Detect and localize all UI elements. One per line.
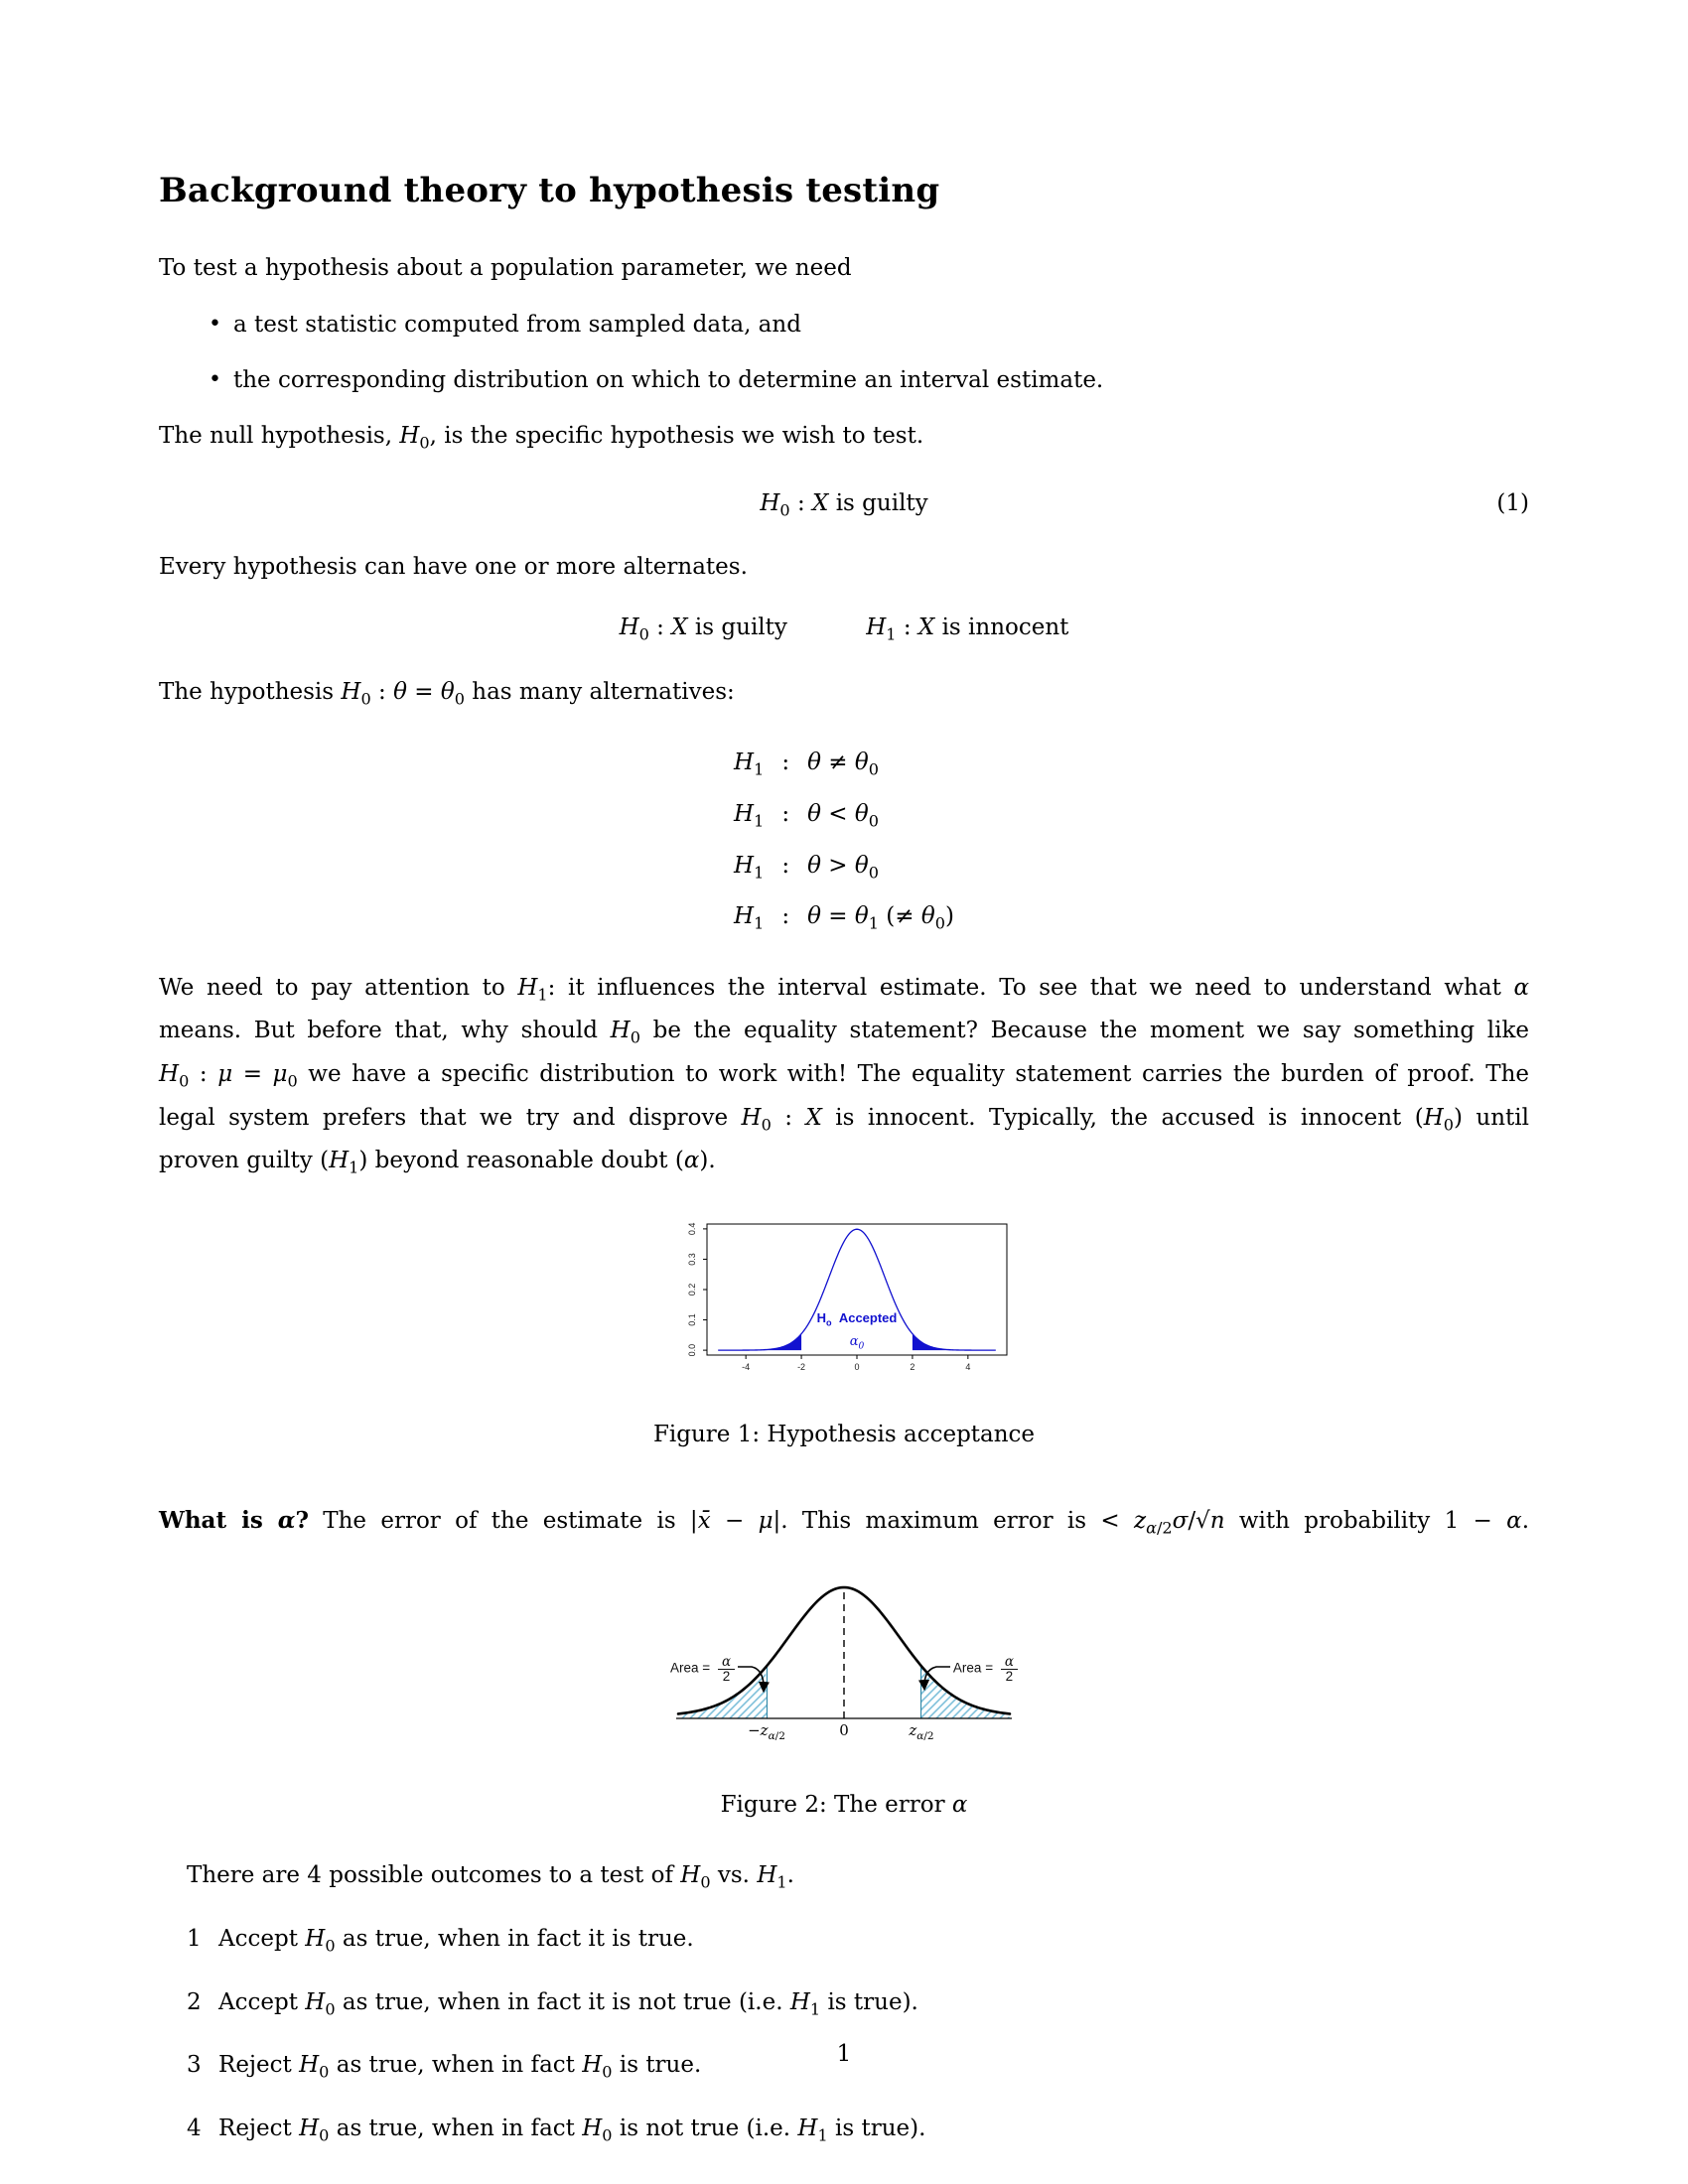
bullet-icon: • bbox=[209, 312, 221, 337]
svg-text:0.3: 0.3 bbox=[687, 1252, 697, 1266]
outcome-text: Accept $H_0$ as true, when in fact it is not true (i.e. $H_1$ is true). bbox=[218, 1988, 918, 2019]
figure2-xlabel-pos: $z_{\alpha/2}$ bbox=[909, 1721, 934, 1743]
fraction-numerator: α bbox=[1001, 1655, 1018, 1670]
discussion-line: legal system prefers that we try and disprove $H_0$ : X is innocent. Typically, the accused is innocent $(H_0)$ until bbox=[159, 1104, 1529, 1135]
hypothesis-paragraph: The hypothesis $H_0$ : $\theta = \theta_0$ has many alternatives: bbox=[159, 678, 735, 709]
page-title: Background theory to hypothesis testing bbox=[159, 171, 940, 210]
outcome-number: 2 bbox=[187, 1988, 202, 2015]
alt-colon: : bbox=[781, 852, 790, 879]
figure2-caption: Figure 2: The error α bbox=[720, 1792, 968, 1819]
alternatives-block bbox=[159, 741, 1529, 945]
what-is-alpha-rest: The error of the estimate is |x̄ − μ|. This maximum error is < $z_{\alpha/2}\sigma/√n$ with probability 1 − α. bbox=[308, 1507, 1529, 1538]
alt-colon: : bbox=[781, 800, 790, 827]
equation-1 bbox=[159, 487, 1529, 527]
area-label-equals: = bbox=[702, 1660, 711, 1676]
figure1-accepted-label: $H_o$ Accepted bbox=[816, 1309, 898, 1328]
svg-text:2: 2 bbox=[910, 1361, 915, 1372]
list-item bbox=[159, 309, 1529, 341]
fraction-denominator: 2 bbox=[722, 1669, 731, 1685]
alt-lhs: $H_1$ bbox=[734, 852, 765, 883]
alt-colon: : bbox=[781, 750, 790, 776]
figure-2 bbox=[159, 1571, 1529, 1749]
equation-1-number: (1) bbox=[1496, 489, 1529, 516]
area-fraction bbox=[718, 1655, 735, 1684]
equation-1-body: $H_0$ : X is guilty bbox=[760, 489, 928, 520]
figure1-chart bbox=[677, 1216, 1011, 1379]
alt-lhs: $H_1$ bbox=[734, 903, 765, 933]
svg-text:0.1: 0.1 bbox=[687, 1313, 697, 1326]
outcome-text: Reject $H_0$ as true, when in fact $H_0$ is not true (i.e. $H_1$ is true). bbox=[218, 2115, 926, 2145]
what-is-alpha-line bbox=[159, 1503, 1529, 1547]
alt-colon: : bbox=[781, 903, 790, 930]
discussion-line: means. But before that, why should $H_0$ be the equality statement? Because the moment we say something like bbox=[159, 1018, 1530, 1047]
area-fraction bbox=[1001, 1655, 1018, 1684]
content-column bbox=[159, 169, 1529, 2151]
outcome-item bbox=[187, 1923, 1529, 1963]
discussion-line: We need to pay attention to $H_1$: it influences the interval estimate. To see that we need to understand what α bbox=[159, 974, 1529, 1005]
svg-text:-2: -2 bbox=[797, 1361, 806, 1372]
outcome-item bbox=[187, 1986, 1529, 2026]
figure1-caption: Figure 1: Hypothesis acceptance bbox=[652, 1421, 1036, 1447]
fraction-denominator: 2 bbox=[1005, 1669, 1014, 1685]
figure2-xlabel-neg: $-z_{\alpha/2}$ bbox=[748, 1721, 785, 1743]
intro-paragraph: To test a hypothesis about a population parameter, we need bbox=[159, 255, 852, 281]
svg-text:0.4: 0.4 bbox=[687, 1222, 697, 1235]
area-label-prefix: Area bbox=[952, 1660, 982, 1676]
figure1-alpha-label: $\alpha_0$ bbox=[849, 1333, 865, 1352]
page-number: 1 bbox=[836, 2041, 852, 2067]
list-item bbox=[159, 364, 1529, 397]
area-label-prefix: Area bbox=[670, 1660, 699, 1676]
figure2-xlabel-zero: 0 bbox=[839, 1721, 849, 1740]
what-is-alpha-bold: What is α? bbox=[159, 1506, 309, 1534]
alt-rhs: $\theta \ne \theta_0$ bbox=[807, 750, 879, 779]
outcomes-lead: There are 4 possible outcomes to a test of $H_0$ vs. $H_1$. bbox=[187, 1862, 794, 1892]
list-item-text: the corresponding distribution on which to determine an interval estimate. bbox=[233, 367, 1104, 393]
svg-text:0.0: 0.0 bbox=[687, 1343, 697, 1357]
figure-1 bbox=[159, 1216, 1529, 1383]
outcome-item bbox=[187, 2113, 1529, 2152]
figure2-plot bbox=[670, 1571, 1018, 1749]
outcome-number: 1 bbox=[187, 1925, 202, 1952]
requirements-list bbox=[159, 309, 1529, 397]
svg-text:0.2: 0.2 bbox=[687, 1283, 697, 1296]
svg-text:-4: -4 bbox=[742, 1361, 751, 1372]
alt-rhs: $\theta = \theta_1$ (≠ $\theta_0$) bbox=[807, 903, 954, 933]
alt-rhs: $\theta > \theta_0$ bbox=[807, 852, 879, 883]
area-label-equals: = bbox=[985, 1660, 994, 1676]
alt-lhs: $H_1$ bbox=[734, 800, 765, 831]
alternates-paragraph: Every hypothesis can have one or more alternates. bbox=[159, 554, 748, 581]
discussion-line: proven guilty $(H_1)$ beyond reasonable doubt (α). bbox=[159, 1148, 716, 1177]
list-item-text: a test statistic computed from sampled data, and bbox=[233, 312, 801, 338]
equation-2 bbox=[159, 612, 1529, 651]
bullet-icon: • bbox=[209, 367, 221, 392]
discussion-paragraph bbox=[159, 970, 1529, 1186]
fraction-numerator: α bbox=[718, 1655, 735, 1670]
figure2-area-label-left bbox=[670, 1655, 735, 1684]
null-hypothesis-paragraph: The null hypothesis, $H_0$, is the specific hypothesis we wish to test. bbox=[159, 423, 924, 453]
equation-2-left: $H_0$ : X is guilty bbox=[619, 614, 787, 644]
alt-rhs: $\theta < \theta_0$ bbox=[807, 800, 879, 831]
figure2-area-label-right bbox=[953, 1655, 1018, 1684]
equation-2-right: $H_1$ : X is innocent bbox=[866, 614, 1069, 644]
svg-text:0: 0 bbox=[854, 1361, 860, 1372]
alt-lhs: $H_1$ bbox=[734, 750, 765, 779]
figure1-plot bbox=[677, 1216, 1011, 1383]
outcome-text: Reject $H_0$ as true, when in fact $H_0$ is true. bbox=[218, 2052, 702, 2082]
outcome-number: 4 bbox=[187, 2115, 202, 2141]
discussion-line: $H_0$ : $\mu = \mu_0$ we have a specific distribution to work with! The equality statement carries the burden of proof. The bbox=[159, 1060, 1529, 1091]
svg-text:4: 4 bbox=[965, 1361, 971, 1372]
outcome-number: 3 bbox=[187, 2052, 202, 2079]
what-is-alpha-paragraph bbox=[159, 1503, 1529, 1547]
outcome-text: Accept $H_0$ as true, when in fact it is true. bbox=[218, 1925, 694, 1956]
